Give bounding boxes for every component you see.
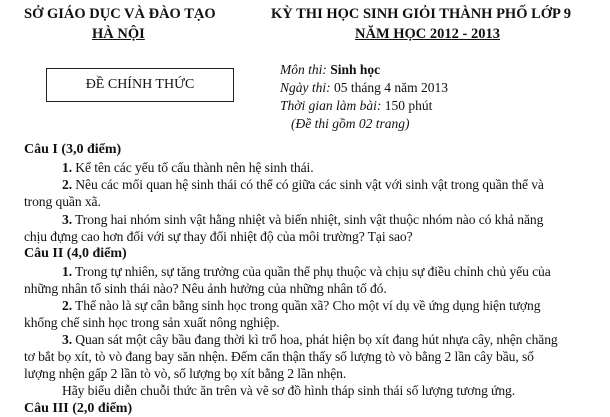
item-number: 2. xyxy=(62,177,72,192)
question-2-item-3 xyxy=(62,332,558,348)
exam-title: KỲ THI HỌC SINH GIỎI THÀNH PHỐ LỚP 9 xyxy=(271,6,571,22)
question-1-item-2 xyxy=(62,177,544,193)
item-text: Quan sát một cây bầu đang thời kì trổ hoa, phát hiện bọ xít đang hút nhựa cây, nhện chăng xyxy=(72,332,558,347)
item-number: 1. xyxy=(62,160,72,175)
question-2-item-2-cont: khống chế sinh học trong sản xuất nông nghiệp. xyxy=(24,315,280,330)
question-2-item-1-cont: những nhân tố sinh thái nào? Nêu ảnh hưởng của những nhân tố đó. xyxy=(24,281,387,296)
item-text: Nêu các mối quan hệ sinh thái có thể có giữa các sinh vật với sinh vật trong quần thể và xyxy=(72,177,544,192)
item-number: 2. xyxy=(62,298,72,313)
question-2-item-3-cont-2: lượng nhện gấp 2 lần tò vò, số lượng bọ xít bằng 2 lần nhện. xyxy=(24,366,347,381)
question-2-item-2 xyxy=(62,298,540,314)
item-text: Trong tự nhiên, sự tăng trưởng của quần thể phụ thuộc và chịu sự điều chỉnh chủ yếu của xyxy=(72,264,551,279)
item-text: Kể tên các yếu tố cấu thành nên hệ sinh thái. xyxy=(72,160,314,175)
exam-subject xyxy=(280,62,380,78)
question-2-item-3-cont-1: tơ bắt bọ xít, tò vò đang bay săn nhện. Đếm cẩn thận thấy số lượng tò vò bằng 2 lần cây bầu, số xyxy=(24,349,534,364)
question-3-title: Câu III (2,0 điểm) xyxy=(24,401,133,416)
school-year: NĂM HỌC 2012 - 2013 xyxy=(355,26,500,42)
item-text: Thế nào là sự cân bằng sinh học trong quần xã? Cho một ví dụ về ứng dụng hiện tượng xyxy=(72,298,541,313)
city-name: HÀ NỘI xyxy=(92,26,145,42)
official-exam-box xyxy=(46,68,234,102)
item-number: 3. xyxy=(62,332,72,347)
subject-value: Sinh học xyxy=(330,62,381,77)
question-2-item-3-cont-3: Hãy biểu diễn chuỗi thức ăn trên và vẽ sơ đồ hình tháp sinh thái số lượng tương ứng. xyxy=(62,383,516,398)
official-exam-label: ĐỀ CHÍNH THỨC xyxy=(85,77,195,92)
question-1-item-1 xyxy=(62,160,314,176)
item-number: 1. xyxy=(62,264,72,279)
item-number: 3. xyxy=(62,212,72,227)
question-1-item-2-cont: trong quần xã. xyxy=(24,194,101,209)
question-1-item-3-cont: chịu đựng cao hơn đối với sự thay đổi nhiệt độ của môi trường? Tại sao? xyxy=(24,229,413,244)
date-value: 05 tháng 4 năm 2013 xyxy=(334,80,448,95)
duration-value: 150 phút xyxy=(384,98,433,113)
question-2-title: Câu II (4,0 điểm) xyxy=(24,246,127,261)
question-1-item-3 xyxy=(62,212,543,228)
question-2-item-1 xyxy=(62,264,551,280)
question-1-title: Câu I (3,0 điểm) xyxy=(24,142,122,157)
exam-duration xyxy=(280,98,432,114)
item-text: Trong hai nhóm sinh vật hằng nhiệt và biến nhiệt, sinh vật thuộc nhóm nào có khả năng xyxy=(72,212,544,227)
exam-date xyxy=(280,80,448,96)
department-name: SỞ GIÁO DỤC VÀ ĐÀO TẠO xyxy=(24,6,216,22)
page-count-note: (Đề thi gồm 02 trang) xyxy=(291,116,410,131)
date-label: Ngày thi: xyxy=(280,80,331,95)
duration-label: Thời gian làm bài: xyxy=(280,98,382,113)
subject-label: Môn thi: xyxy=(280,62,327,77)
